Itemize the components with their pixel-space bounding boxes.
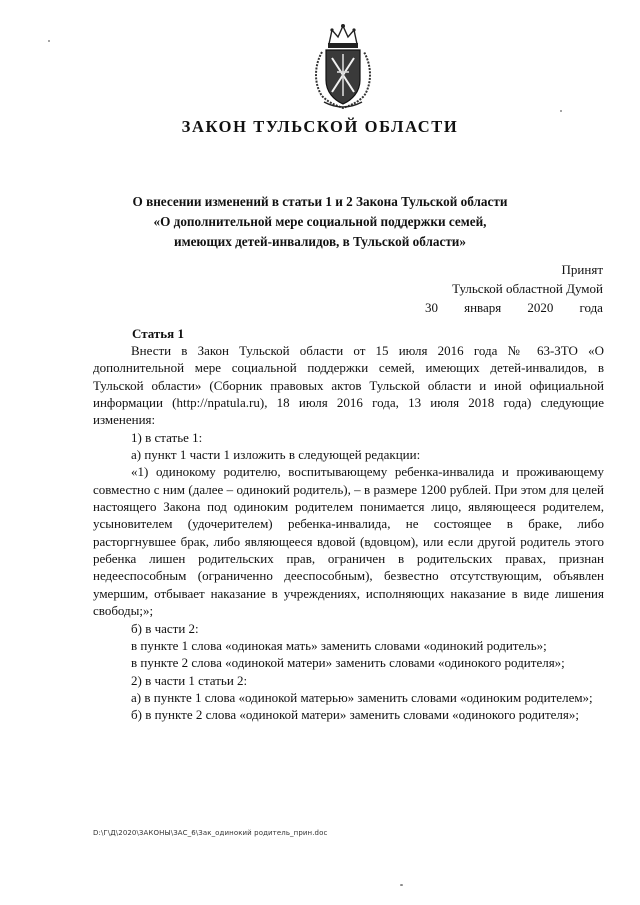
adoption-block — [425, 260, 603, 317]
adoption-line: Принят — [561, 262, 603, 277]
paragraph: в пункте 2 слова «одинокой матери» заменить словами «одинокого родителя»; — [131, 655, 565, 671]
tula-coat-of-arms-icon — [312, 22, 374, 110]
adoption-year-word: года — [579, 300, 603, 315]
paragraph: б) в пункте 2 слова «одинокой матери» заменить словами «одинокого родителя»; — [131, 707, 579, 723]
scan-speck — [560, 110, 562, 112]
paragraph: Внести в Закон Тульской области от 15 июля 2016 года № 63-ЗТО «О дополнительной мере социальной поддержки семей, имеющих детей-инвалидов, в Тульской области» (Сборник правовых актов Тульской области и иной официальной информации (http://npatula.ru), 18 июля 2016 года, 13 июля 2018 года) следующие изменения: — [93, 343, 604, 428]
paragraph: «1) одинокому родителю, воспитывающему ребенка-инвалида и проживающему совместно с ним (далее – одинокий родитель), – в размере 1200 рублей. При этом для целей настоящего Закона под одиноким родителем понимается лицо, являющееся родителем, усыновителем (удочерителем) ребенка-инвалида, не состоящее в браке, либо расторгнувшее брак, либо являющееся вдовой (вдовцом), или если другой родитель этого ребенка лишен родительских прав, ограничен в родительских правах, признан недееспособным (ограниченно дееспособным), безвестно отсутствующим, объявлен умершим, отбывает наказание в учреждениях, исполняющих наказание в виде лишения свободы;»; — [93, 464, 604, 619]
paragraph: в пункте 1 слова «одинокая мать» заменить словами «одинокий родитель»; — [131, 637, 547, 653]
adoption-year: 2020 — [527, 300, 554, 315]
paragraph: б) в части 2: — [131, 620, 199, 636]
article-heading: Статья 1 — [132, 326, 184, 341]
paragraph: а) в пункте 1 слова «одинокой матерью» заменить словами «одиноким родителем»; — [131, 689, 593, 705]
file-path: D:\Г\Д\2020\ЗАКОНЫ\ЗАС_6\Зак_одинокий родитель_прин.doc — [93, 829, 328, 837]
adoption-date — [425, 298, 603, 317]
law-subject — [110, 192, 530, 252]
paragraph: 2) в части 1 статьи 2: — [131, 672, 248, 688]
adoption-body: Тульской областной Думой — [452, 281, 603, 296]
adoption-day: 30 — [425, 300, 438, 315]
subject-line: имеющих детей-инвалидов, в Тульской области» — [174, 234, 466, 249]
law-title: ЗАКОН ТУЛЬСКОЙ ОБЛАСТИ — [181, 117, 459, 136]
scan-speck — [400, 884, 403, 886]
subject-line: «О дополнительной мере социальной поддержки семей, — [153, 214, 487, 229]
adoption-month: января — [464, 300, 502, 315]
article-body — [93, 342, 604, 724]
paragraph: 1) в статье 1: — [131, 429, 203, 445]
scan-speck — [48, 40, 50, 42]
paragraph: а) пункт 1 части 1 изложить в следующей редакции: — [131, 447, 421, 463]
subject-line: О внесении изменений в статьи 1 и 2 Закона Тульской области — [132, 194, 508, 209]
